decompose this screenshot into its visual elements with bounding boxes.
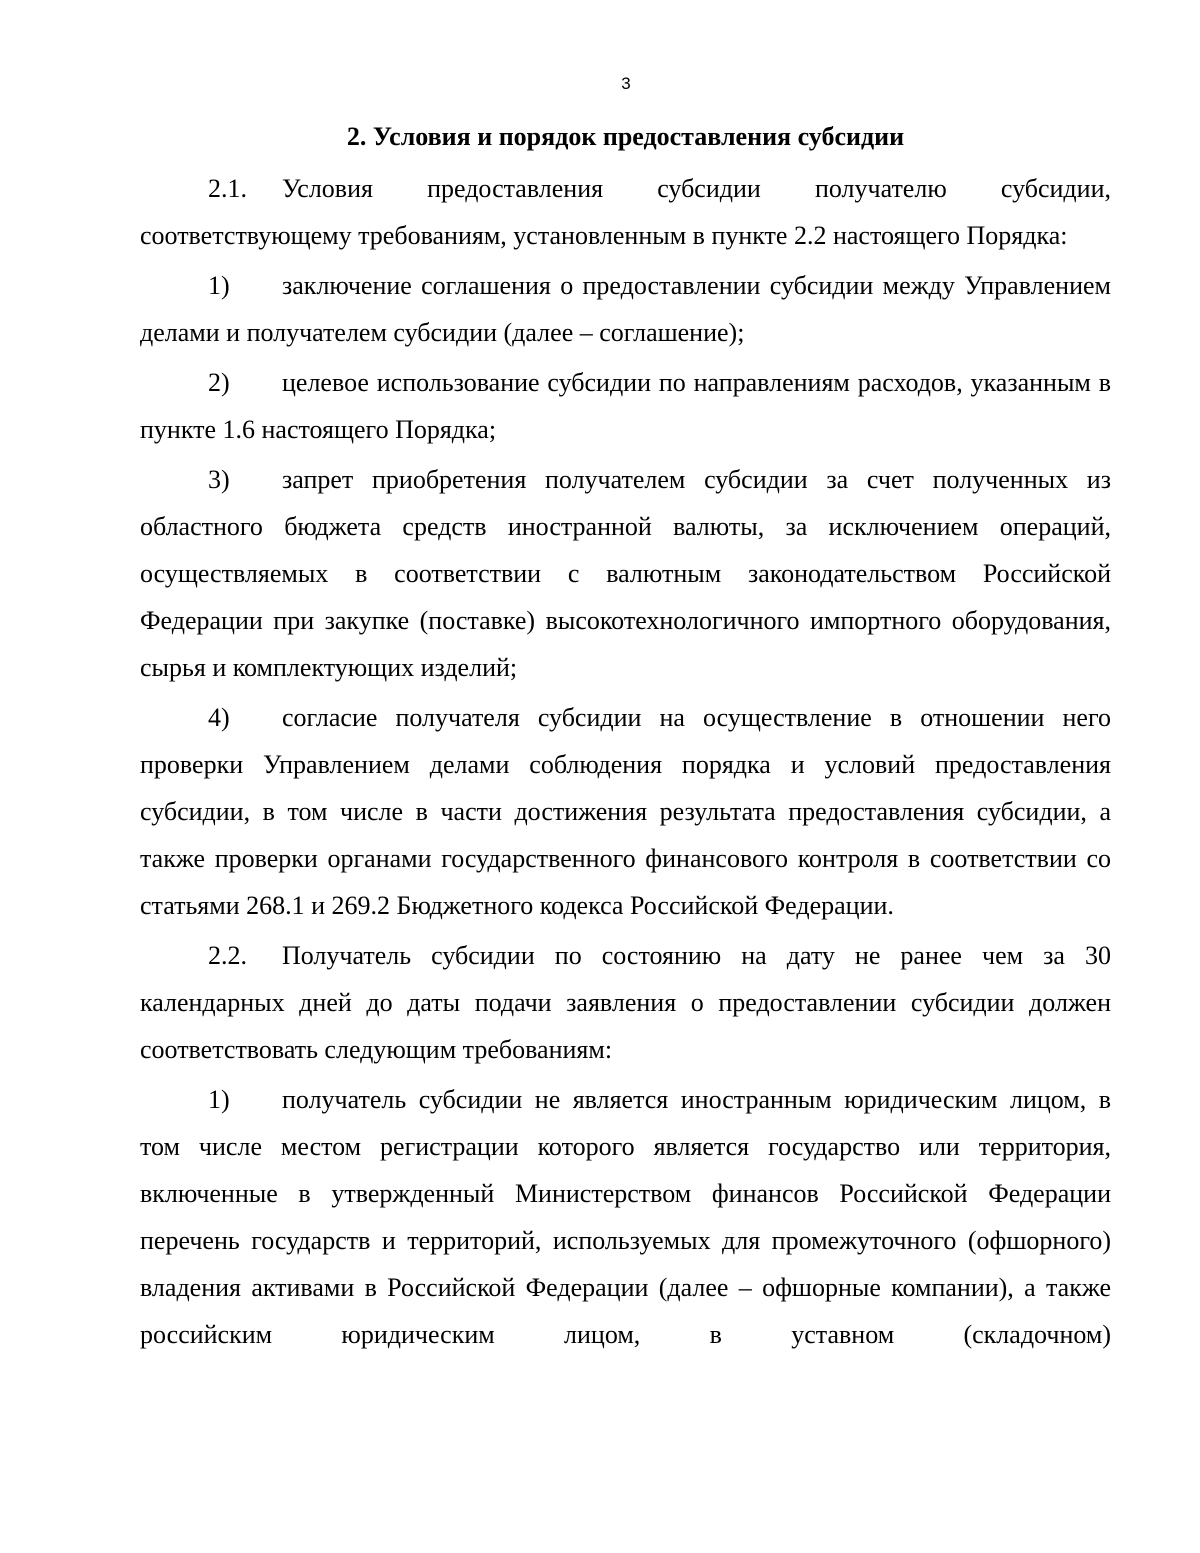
- paragraph-number: 2.1.: [208, 174, 247, 203]
- page-number: 3: [621, 74, 631, 93]
- paragraph-number: 3): [208, 465, 230, 494]
- paragraph-2-1-item-2: [140, 359, 1111, 453]
- paragraph-2-1: [140, 165, 1111, 259]
- paragraph-text: согласие получателя субсидии на осуществление в отношении него проверки Управлением делами соблюдения порядка и условий предоставления субсидии, в том числе в части достижения результата предоставления субсидии, а также проверки органами государственного финансового контроля в соответствии со статьями 268.1 и 269.2 Бюджетного кодекса Российской Федерации.: [140, 703, 1111, 920]
- section-title: 2. Условия и порядок предоставления субсидии: [346, 122, 905, 151]
- paragraph-text: Условия предоставления субсидии получателю субсидии, соответствующему требованиям, установленным в пункте 2.2 настоящего Порядка:: [140, 174, 1111, 250]
- paragraph-number: 1): [208, 271, 230, 300]
- paragraph-number: 2): [208, 368, 230, 397]
- document-body: [140, 165, 1111, 1361]
- paragraph-text: запрет приобретения получателем субсидии за счет полученных из областного бюджета средств иностранной валюты, за исключением операций, осуществляемых в соответствии с валютным законодательством Российской Федерации при закупке (поставке) высокотехнологичного импортного оборудования, сырья и комплектующих изделий;: [140, 465, 1111, 682]
- paragraph-text: получатель субсидии не является иностранным юридическим лицом, в том числе местом регистрации которого является государство или территория, включенные в утвержденный Министерством финансов Российской Федерации перечень государств и территорий, используемых для промежуточного (офшорного) владения активами в Российской Федерации (далее – офшорные компании), а также российским юридическим лицом, в уставном (складочном): [140, 1085, 1111, 1349]
- paragraph-2-1-item-3: [140, 456, 1111, 691]
- paragraph-number: 1): [208, 1085, 230, 1114]
- paragraph-number: 2.2.: [208, 941, 247, 970]
- paragraph-2-2-item-1: [140, 1076, 1111, 1358]
- paragraph-text: заключение соглашения о предоставлении субсидии между Управлением делами и получателем субсидии (далее – соглашение);: [140, 271, 1111, 347]
- paragraph-text: целевое использование субсидии по направлениям расходов, указанным в пункте 1.6 настоящего Порядка;: [140, 368, 1111, 444]
- paragraph-number: 4): [208, 703, 230, 732]
- paragraph-2-2: [140, 932, 1111, 1073]
- paragraph-text: Получатель субсидии по состоянию на дату не ранее чем за 30 календарных дней до даты подачи заявления о предоставлении субсидии должен соответствовать следующим требованиям:: [140, 941, 1111, 1064]
- paragraph-2-1-item-4: [140, 694, 1111, 929]
- paragraph-2-1-item-1: [140, 262, 1111, 356]
